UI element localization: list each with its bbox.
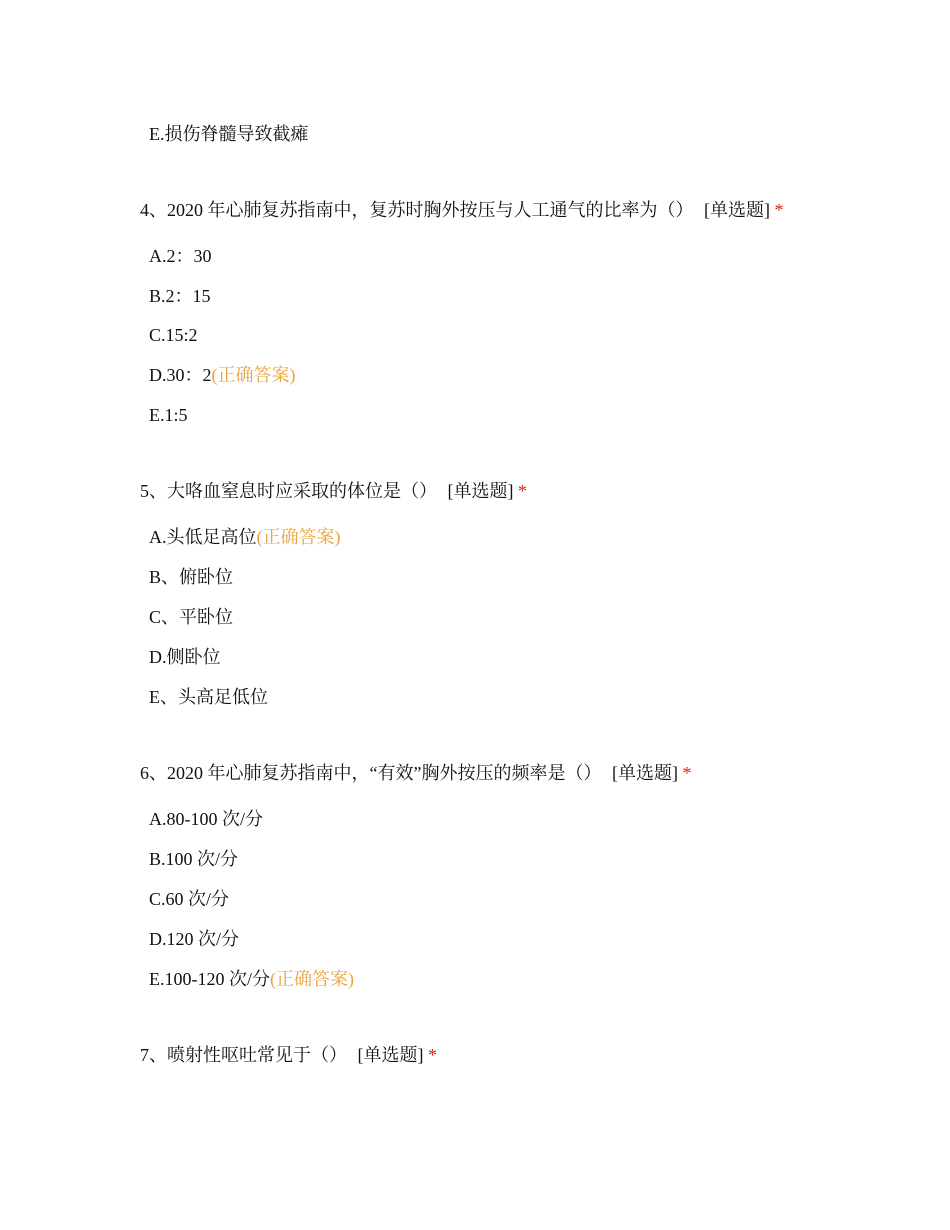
option-q4-a xyxy=(149,244,212,268)
option-text: A.头低足高位 xyxy=(149,527,257,547)
question-type-tag: [单选题] xyxy=(357,1045,424,1065)
option-text: C.15:2 xyxy=(149,325,198,345)
option-q6-e xyxy=(149,967,354,991)
question-text: 6、2020 年心肺复苏指南中，“有效”胸外按压的频率是（） xyxy=(140,763,602,783)
option-text: A.2：30 xyxy=(149,246,212,266)
option-q6-b xyxy=(149,847,238,871)
required-star: * xyxy=(682,763,692,783)
question-5-title xyxy=(140,479,527,503)
option-text: D.120 次/分 xyxy=(149,929,239,949)
option-text: E.1:5 xyxy=(149,405,188,425)
question-6-title xyxy=(140,761,691,785)
option-text: B、俯卧位 xyxy=(149,567,234,587)
option-q6-d xyxy=(149,927,239,951)
option-q4-b xyxy=(149,284,211,308)
option-text: E.损伤脊髓导致截瘫 xyxy=(149,124,309,144)
option-text: C、平卧位 xyxy=(149,607,234,627)
option-text: C.60 次/分 xyxy=(149,889,230,909)
option-text: D.30：2 xyxy=(149,365,212,385)
correct-answer-label: (正确答案) xyxy=(211,365,296,385)
option-q4-c xyxy=(149,323,198,347)
option-text: A.80-100 次/分 xyxy=(149,809,263,829)
option-q4-d xyxy=(149,363,296,387)
question-text: 4、2020 年心肺复苏指南中，复苏时胸外按压与人工通气的比率为（） xyxy=(140,200,694,220)
question-text: 5、大咯血窒息时应采取的体位是（） xyxy=(140,481,437,501)
required-star: * xyxy=(518,481,527,501)
option-text: D.侧卧位 xyxy=(149,647,221,667)
correct-answer-label: (正确答案) xyxy=(270,969,354,989)
option-q6-a xyxy=(149,807,263,831)
option-q5-d xyxy=(149,645,221,669)
option-q6-c xyxy=(149,887,229,911)
option-q5-e xyxy=(149,685,268,709)
option-text: B.100 次/分 xyxy=(149,849,239,869)
option-q5-c xyxy=(149,605,233,629)
question-7-title xyxy=(140,1043,437,1067)
option-q3-e xyxy=(149,122,309,146)
option-text: B.2：15 xyxy=(149,286,211,306)
question-type-tag: [单选题] xyxy=(447,481,514,501)
question-text: 7、喷射性呕吐常见于（） xyxy=(140,1045,347,1065)
option-text: E、头高足低位 xyxy=(149,687,268,707)
question-type-tag: [单选题] xyxy=(611,763,678,783)
question-4-title xyxy=(140,198,784,222)
correct-answer-label: (正确答案) xyxy=(256,527,341,547)
required-star: * xyxy=(774,200,784,220)
required-star: * xyxy=(428,1045,437,1065)
question-type-tag: [单选题] xyxy=(704,200,770,220)
option-q5-a xyxy=(149,525,341,549)
option-text: E.100-120 次/分 xyxy=(149,969,270,989)
option-q5-b xyxy=(149,565,233,589)
option-q4-e xyxy=(149,403,188,427)
